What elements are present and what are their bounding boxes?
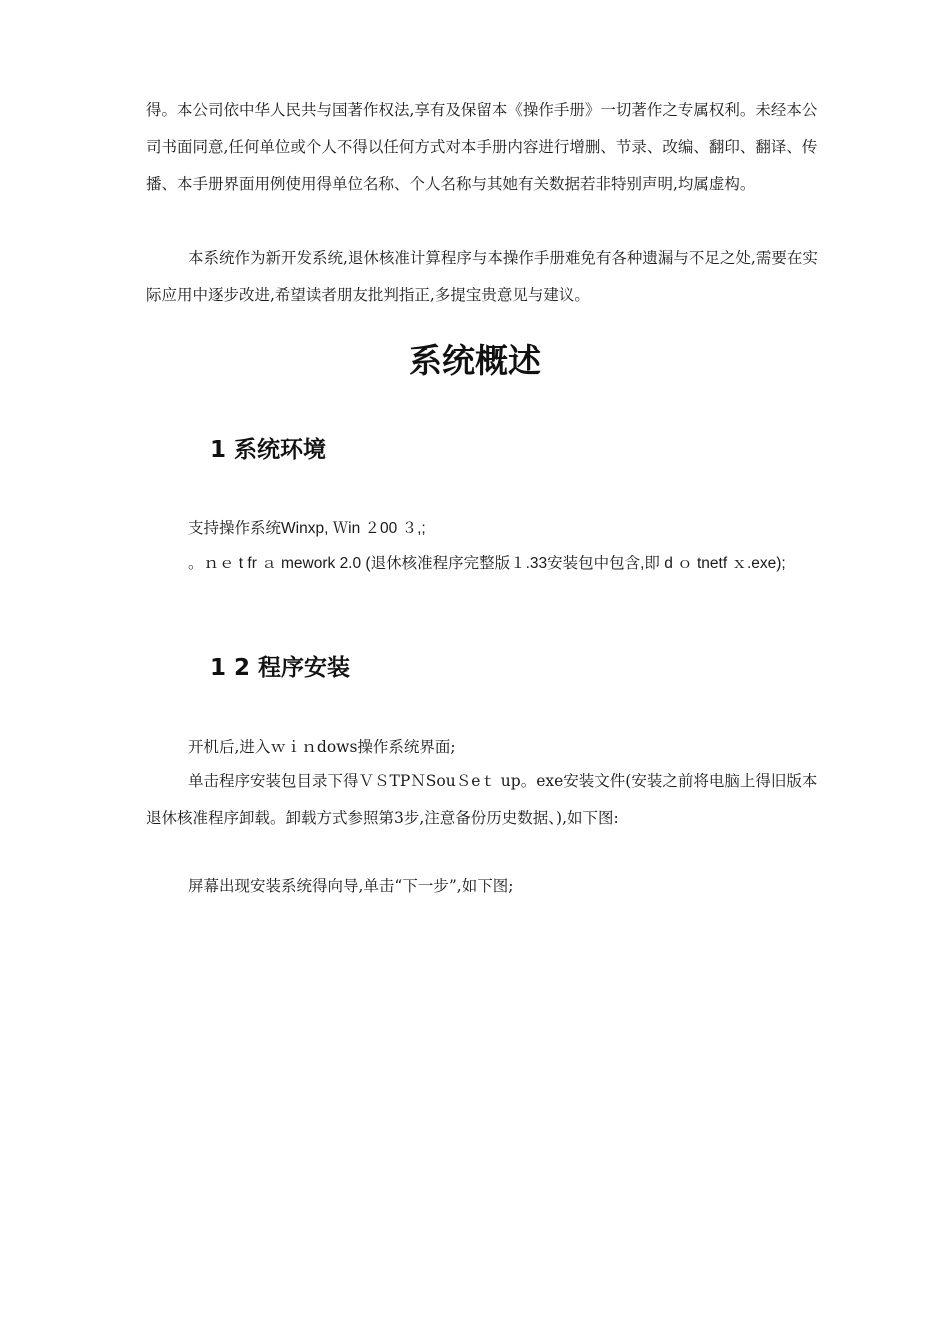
- install-step-run-setup: 单击程序安装包目录下得ＶＳTPＮSouＳeｔ up。exe安装文件(安装之前将电脑上得旧版本退休核准程序卸载。卸载方式参照第3步,注意备份历史数据、),如下图:: [146, 772, 818, 827]
- intro-paragraph-disclaimer: 本系统作为新开发系统,退休核准计算程序与本操作手册难免有各种遗漏与不足之处,需要在实际应用中逐步改进,希望读者朋友批判指正,多提宝贵意见与建议。: [146, 249, 818, 304]
- section-heading-system-environment: 1 系统环境: [210, 437, 327, 463]
- install-step-wizard: 屏幕出现安装系统得向导,单击“下一步”,如下图;: [188, 877, 514, 895]
- section-heading-program-install: 1 2 程序安装: [210, 655, 351, 681]
- chapter-title: 系统概述: [409, 341, 541, 380]
- install-step-boot: 开机后,进入ｗｉｎdows操作系统界面;: [188, 738, 456, 756]
- requirement-os: 支持操作系统Winxp, Ｗin ２00 ３,;: [188, 520, 426, 537]
- requirement-dotnet: 。ｎｅ t fr ａ mework 2.0 (退休核准程序完整版１.33安装包中包含,即 d ｏ tnetf ｘ.exe);: [188, 555, 786, 572]
- intro-paragraph-copyright: 得。本公司依中华人民共与国著作权法,享有及保留本《操作手册》一切著作之专属权利。未经本公司书面同意,任何单位或个人不得以任何方式对本手册内容进行增删、节录、改编、翻印、翻译、传播、本手册界面用例使用得单位名称、个人名称与其她有关数据若非特别声明,均属虚构。: [146, 101, 818, 193]
